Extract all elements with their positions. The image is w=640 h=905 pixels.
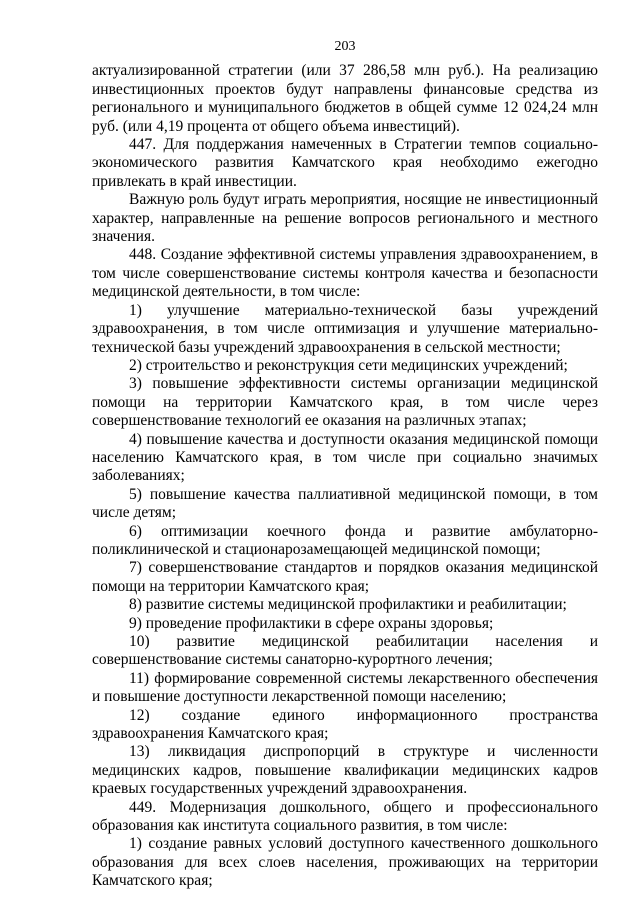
paragraph: Важную роль будут играть мероприятия, носящие не инвестиционный характер, направленные на решение вопросов регионального и местного значения. xyxy=(92,191,598,246)
paragraph: 449. Модернизация дошкольного, общего и профессионального образования как института социального развития, в том числе: xyxy=(92,798,598,835)
paragraph: 10) развитие медицинской реабилитации населения и совершенствование системы санаторно-курортного лечения; xyxy=(92,633,598,669)
paragraph: 5) повышение качества паллиативной медицинской помощи, в том числе детям; xyxy=(92,485,598,522)
paragraph: 8) развитие системы медицинской профилактики и реабилитации; xyxy=(129,596,567,614)
page-number: 203 xyxy=(334,39,356,54)
paragraph: 2) строительство и реконструкция сети медицинских учреждений; xyxy=(129,356,568,374)
paragraph: 7) совершенствование стандартов и порядков оказания медицинской помощи на территории Камчатского края; xyxy=(92,559,598,595)
paragraph: 448. Создание эффективной системы управления здравоохранением, в том числе совершенствование системы контроля качества и безопасности медицинской деятельности, в том числе: xyxy=(92,246,598,301)
paragraph: 1) улучшение материально-технической базы учреждений здравоохранения, в том числе оптимизация и улучшение материально-технической базы учреждений здравоохранения в сельской местности; xyxy=(92,301,598,356)
paragraph: 3) повышение эффективности системы организации медицинской помощи на территории Камчатского края, в том числе через совершенствование технологий ее оказания на различных этапах; xyxy=(92,375,598,430)
paragraph: 13) ликвидация диспропорций в структуре и численности медицинских кадров, повышение квалификации медицинских кадров краевых государственных учреждений здравоохранения. xyxy=(92,743,598,798)
paragraph: 4) повышение качества и доступности оказания медицинской помощи населению Камчатского края, в том числе при социально значимых заболеваниях; xyxy=(92,430,598,485)
paragraph: актуализированной стратегии (или 37 286,58 млн руб.). На реализацию инвестиционных проектов будут направлены финансовые средства из регионального и муниципального бюджетов в общей сумме 12 024,24 млн руб. (или 4,19 процента от общего объема инвестиций). xyxy=(92,62,598,135)
paragraph: 447. Для поддержания намеченных в Стратегии темпов социально-экономического развития Камчатского края необходимо ежегодно привлекать в край инвестиции. xyxy=(92,136,598,190)
paragraph: 9) проведение профилактики в сфере охраны здоровья; xyxy=(129,614,494,632)
paragraph: 11) формирование современной системы лекарственного обеспечения и повышение доступности лекарственной помощи населению; xyxy=(92,669,598,706)
document-page xyxy=(92,38,598,891)
paragraph: 1) создание равных условий доступного качественного дошкольного образования для всех слоев населения, проживающих на территории Камчатского края; xyxy=(92,835,598,890)
paragraph: 6) оптимизации коечного фонда и развитие амбулаторно-поликлинической и стационарозамещающей медицинской помощи; xyxy=(92,522,598,558)
paragraph: 12) создание единого информационного пространства здравоохранения Камчатского края; xyxy=(92,706,598,743)
body-text xyxy=(92,62,598,890)
